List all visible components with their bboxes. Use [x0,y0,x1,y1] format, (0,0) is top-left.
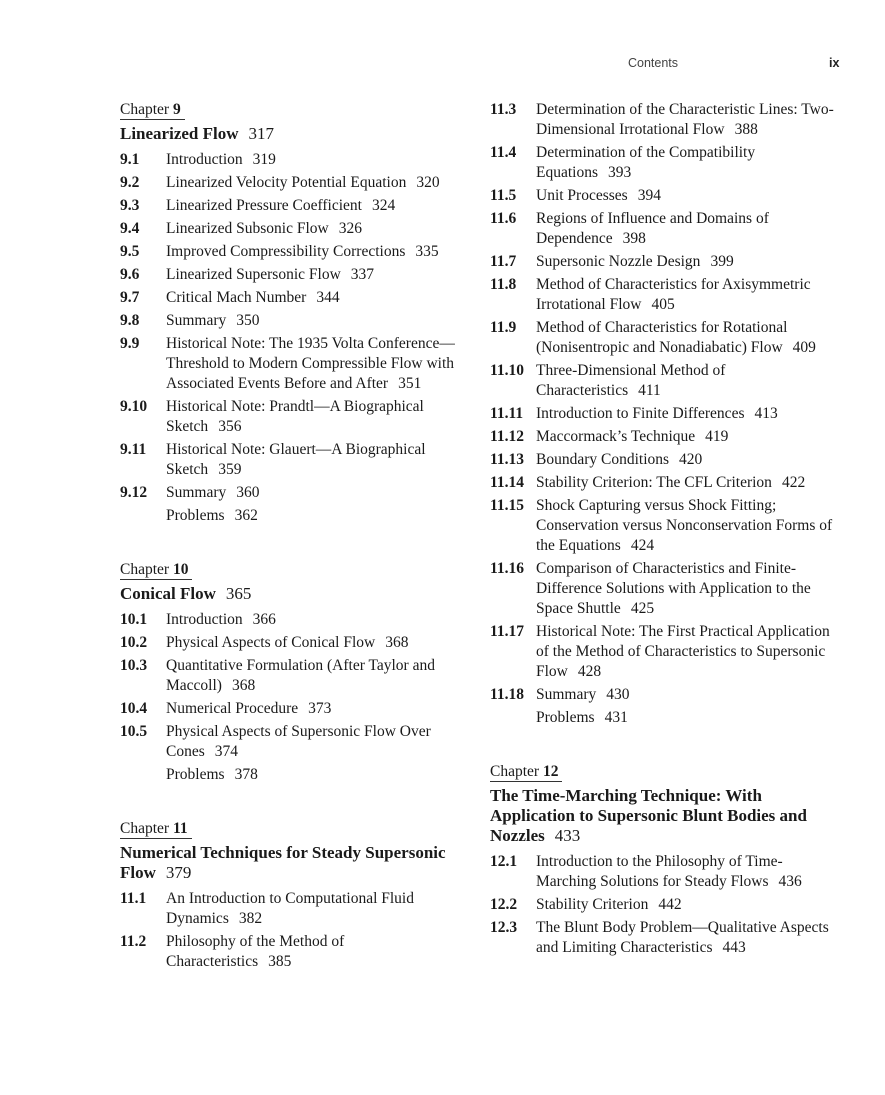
section-title-text: Physical Aspects of Conical Flow [166,634,376,651]
section-title-text: The Blunt Body Problem—Qualitative Aspects and Limiting Characteristics [536,919,829,956]
chapter-word: Chapter [120,561,173,578]
chapter-title[interactable] [120,124,472,144]
section-page: 436 [778,873,802,890]
section-number: 9.1 [120,151,140,168]
toc-entry[interactable] [490,450,842,470]
toc-entry[interactable] [490,918,842,958]
toc-entry[interactable] [120,397,472,437]
section-number: 9.6 [120,266,140,283]
section-page: 422 [781,474,806,491]
section-number [120,506,166,526]
section-title [166,889,472,929]
section-page: 359 [218,461,242,478]
section-number: 9.9 [120,335,140,352]
toc-entry[interactable] [490,622,842,682]
section-number: 11.14 [490,474,525,491]
section-title [166,483,472,503]
section-page: 344 [316,289,340,306]
section-page: 351 [398,375,422,392]
chapter-heading [120,100,472,122]
section-page: 419 [705,428,729,445]
chapter-number: 9 [172,101,181,118]
section-title [536,209,842,249]
toc-entry[interactable] [120,699,472,719]
section-title [536,708,842,728]
section-page: 405 [651,296,675,313]
section-page: 356 [218,418,242,435]
section-page: 442 [658,896,682,913]
section-title [536,275,842,315]
toc-entry[interactable] [120,311,472,331]
section-number: 9.10 [120,398,148,415]
section-number: 9.8 [120,312,140,329]
section-title-text: Comparison of Characteristics and Finite-Difference Solutions with Application to the Space Shuttle [536,560,811,617]
section-page: 394 [637,187,661,204]
section-page: 385 [268,953,292,970]
section-page: 443 [722,939,746,956]
left-column [120,100,472,976]
section-title-text: Linearized Pressure Coefficient [166,197,362,214]
section-page: 337 [350,266,375,283]
toc-entry[interactable] [120,889,472,929]
section-number: 11.1 [120,890,147,907]
section-number: 9.4 [120,220,140,237]
section-number: 11.12 [490,428,525,445]
section-page: 388 [734,121,758,138]
section-title-text: Introduction to the Philosophy of Time-Marching Solutions for Steady Flows [536,853,783,890]
section-page: 398 [622,230,646,247]
section-number: 11.9 [490,319,517,336]
section-title-text: Summary [166,312,227,329]
section-title [536,918,842,958]
section-title [166,765,472,785]
chapter-title[interactable] [490,786,842,846]
section-title [536,450,842,470]
section-title-text: Linearized Subsonic Flow [166,220,329,237]
toc-entry[interactable] [120,196,472,216]
section-title-text: Historical Note: Prandtl—A Biographical Sketch [166,398,424,435]
section-number: 10.1 [120,611,148,628]
section-title [166,610,472,630]
section-title-text: Determination of the Characteristic Lines: Two-Dimensional Irrotational Flow [536,101,834,138]
section-number: 11.5 [490,187,517,204]
section-page: 420 [679,451,703,468]
section-title [536,186,842,206]
section-number: 11.2 [120,933,147,950]
section-number: 9.11 [120,441,147,458]
toc-entry[interactable] [120,722,472,762]
section-page: 431 [604,709,628,726]
section-title [166,656,472,696]
section-title-text: Physical Aspects of Supersonic Flow Over Cones [166,723,431,760]
toc-entry[interactable] [120,483,472,503]
section-title-text: Stability Criterion: The CFL Criterion [536,474,772,491]
toc-entry[interactable] [490,186,842,206]
section-title-text: Critical Mach Number [166,289,307,306]
chapter-label [120,101,185,120]
chapter-label [120,820,192,839]
toc-entry[interactable] [490,209,842,249]
section-title [166,173,472,193]
section-title [536,100,842,140]
section-title-text: Historical Note: The 1935 Volta Conference—Threshold to Modern Compressible Flow with Associated Events Before and After [166,335,455,392]
toc-entry[interactable] [120,173,472,193]
section-title-text: Unit Processes [536,187,628,204]
section-title [166,932,472,972]
section-page: 382 [238,910,263,927]
chapter-heading [120,560,472,582]
chapter-heading [120,819,472,841]
section-number: 11.10 [490,362,525,379]
chapter-number: 10 [172,561,189,578]
section-page: 368 [385,634,409,651]
section-title-text: Linearized Supersonic Flow [166,266,341,283]
section-number: 11.3 [490,101,517,118]
section-number: 11.13 [490,451,525,468]
section-title-text: Numerical Procedure [166,700,299,717]
section-number [490,708,536,728]
toc-entry[interactable] [490,361,842,401]
section-number: 10.2 [120,634,148,651]
section-number [120,765,166,785]
section-number: 9.7 [120,289,140,306]
chapter-title-text: Linearized Flow [120,124,239,143]
section-page: 368 [231,677,256,694]
toc-entry[interactable] [490,496,842,556]
section-title-text: Maccormack’s Technique [536,428,696,445]
section-page: 430 [606,686,630,703]
section-page: 393 [608,164,632,181]
chapter-title-text: Conical Flow [120,584,216,603]
toc-entry[interactable] [490,427,842,447]
toc-entry[interactable] [120,765,472,785]
section-title [166,265,472,285]
section-title-text: Shock Capturing versus Shock Fitting; Conservation versus Nonconservation Forms of the Equations [536,497,833,554]
section-page: 326 [338,220,362,237]
section-title-text: Historical Note: Glauert—A Biographical Sketch [166,441,426,478]
section-number: 11.16 [490,560,525,577]
section-title [166,397,472,437]
section-title [166,633,472,653]
section-title-text: Method of Characteristics for Axisymmetric Irrotational Flow [536,276,811,313]
section-title [166,699,472,719]
toc-entry[interactable] [490,318,842,358]
section-title-text: Philosophy of the Method of Characteristics [166,933,345,970]
section-title-text: Historical Note: The First Practical Application of the Method of Characteristics to Supersonic Flow [536,623,830,680]
chapter-block [490,762,842,958]
section-title [536,427,842,447]
toc-entry[interactable] [490,685,842,705]
section-page: 362 [234,507,258,524]
chapter-heading [490,762,842,784]
section-title-text: Introduction [166,151,243,168]
section-title-text: Linearized Velocity Potential Equation [166,174,407,191]
section-number: 9.3 [120,197,140,214]
section-page: 360 [236,484,260,501]
section-title-text: Determination of the Compatibility Equations [536,144,756,181]
section-number: 11.6 [490,210,517,227]
toc-entry[interactable] [490,852,842,892]
chapter-number: 11 [172,820,188,837]
toc-entry[interactable] [490,473,842,493]
toc-entry[interactable] [490,275,842,315]
section-title-text: Stability Criterion [536,896,649,913]
section-title [536,559,842,619]
chapter-label [120,561,192,580]
section-page: 319 [252,151,276,168]
section-title [166,219,472,239]
toc-entry[interactable] [120,265,472,285]
chapter-block [120,560,472,785]
section-title [166,311,472,331]
section-title [536,473,842,493]
section-title [536,496,842,556]
section-title [536,895,842,915]
section-title [536,622,842,682]
section-number: 11.4 [490,144,517,161]
chapter-title[interactable] [120,584,472,604]
running-head [0,56,885,72]
section-title-text: Problems [166,766,225,783]
section-title [536,404,842,424]
toc-entry[interactable] [120,932,472,972]
section-title [166,242,472,262]
chapter-word: Chapter [120,101,173,118]
section-title-text: Regions of Influence and Domains of Dependence [536,210,769,247]
section-title-text: Summary [166,484,227,501]
section-title-text: Boundary Conditions [536,451,670,468]
section-title [166,288,472,308]
chapter-word: Chapter [120,820,173,837]
running-head-label: Contents [628,56,679,70]
section-title-text: Quantitative Formulation (After Taylor and Maccoll) [166,657,435,694]
section-page: 399 [710,253,734,270]
toc-entry[interactable] [490,559,842,619]
chapter-page: 317 [248,124,275,143]
toc-entry[interactable] [120,610,472,630]
section-page: 413 [754,405,778,422]
section-number: 11.7 [490,253,517,270]
section-title [166,440,472,480]
section-title-text: Introduction to Finite Differences [536,405,745,422]
section-page: 411 [638,382,661,399]
section-page: 425 [630,600,655,617]
section-number: 11.8 [490,276,517,293]
toc-entry[interactable] [120,656,472,696]
section-title-text: Improved Compressibility Corrections [166,243,406,260]
section-title-text: Three-Dimensional Method of Characteristics [536,362,726,399]
section-number: 9.12 [120,484,148,501]
section-title-text: An Introduction to Computational Fluid Dynamics [166,890,414,927]
chapter-title-text: The Time-Marching Technique: With Application to Supersonic Blunt Bodies and Nozzles [490,786,807,845]
section-title-text: Problems [166,507,225,524]
section-title [166,334,472,394]
toc-entry[interactable] [120,633,472,653]
section-page: 320 [416,174,440,191]
section-page: 374 [214,743,238,760]
section-number: 12.3 [490,919,518,936]
section-page: 335 [415,243,439,260]
section-title-text: Introduction [166,611,243,628]
toc-entry[interactable] [490,143,842,183]
toc-entry[interactable] [120,506,472,526]
chapter-page: 379 [165,863,192,882]
toc-entry[interactable] [490,100,842,140]
section-title [166,506,472,526]
section-page: 424 [630,537,655,554]
section-title [166,196,472,216]
section-number: 10.4 [120,700,148,717]
toc-entry[interactable] [120,288,472,308]
section-number: 11.15 [490,497,525,514]
toc-entry[interactable] [490,708,842,728]
section-number: 11.18 [490,686,525,703]
section-number: 11.11 [490,405,524,422]
section-page: 373 [308,700,332,717]
section-number: 9.5 [120,243,140,260]
toc-entry[interactable] [490,895,842,915]
section-number: 12.2 [490,896,518,913]
section-title-text: Problems [536,709,595,726]
section-page: 378 [234,766,258,783]
section-title-text: Supersonic Nozzle Design [536,253,701,270]
section-page: 409 [792,339,816,356]
section-page: 350 [236,312,260,329]
chapter-word: Chapter [490,763,543,780]
chapter-continued [490,100,842,728]
section-title [536,361,842,401]
chapter-page: 433 [554,826,581,845]
section-number: 12.1 [490,853,518,870]
section-number: 10.3 [120,657,148,674]
page-number: ix [829,56,840,70]
section-number: 11.17 [490,623,525,640]
section-title [536,852,842,892]
section-title-text: Summary [536,686,597,703]
chapter-number: 12 [542,763,559,780]
section-title-text: Method of Characteristics for Rotational (Nonisentropic and Nonadiabatic) Flow [536,319,788,356]
toc-entry[interactable] [120,219,472,239]
toc-entry[interactable] [120,334,472,394]
section-title [166,722,472,762]
section-page: 428 [577,663,602,680]
section-page: 324 [371,197,396,214]
section-title [536,318,842,358]
section-title [166,150,472,170]
section-title [536,143,842,183]
toc-entry[interactable] [120,242,472,262]
section-title [536,252,842,272]
toc-entry[interactable] [490,252,842,272]
toc-entry[interactable] [490,404,842,424]
chapter-title[interactable] [120,843,472,883]
section-number: 10.5 [120,723,148,740]
chapter-page: 365 [225,584,252,603]
chapter-block [120,100,472,526]
right-column [490,100,842,962]
toc-entry[interactable] [120,440,472,480]
section-title [536,685,842,705]
section-number: 9.2 [120,174,140,191]
section-page: 366 [252,611,276,628]
chapter-block [120,819,472,972]
chapter-label [490,763,562,782]
chapter-title-text: Numerical Techniques for Steady Supersonic Flow [120,843,446,882]
toc-entry[interactable] [120,150,472,170]
